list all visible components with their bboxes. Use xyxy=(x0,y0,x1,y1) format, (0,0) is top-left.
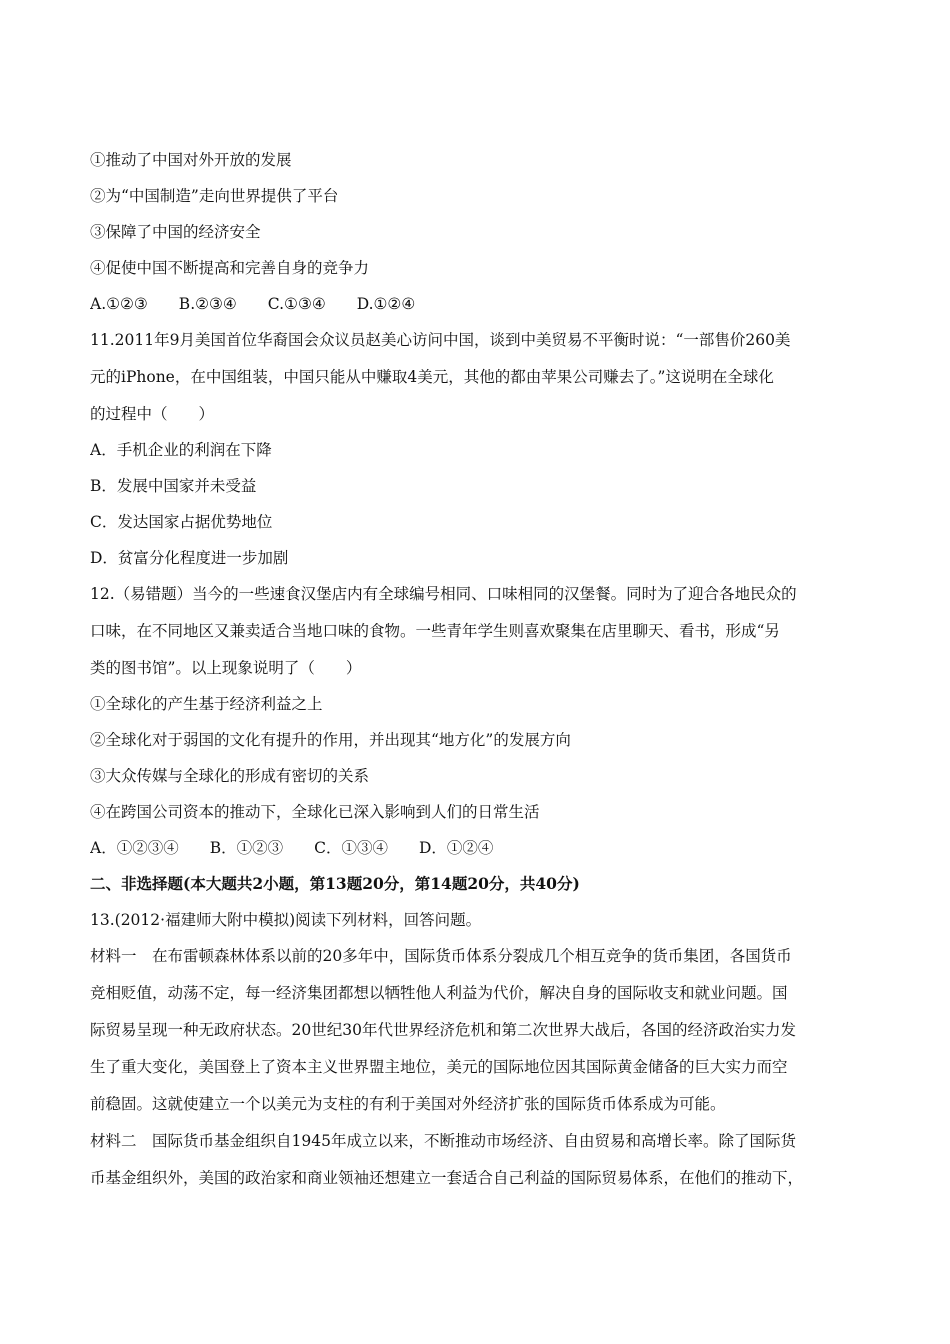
material-2-line-2: 币基金组织外，美国的政治家和商业领袖还想建立一套适合自己利益的国际贸易体系，在他们的推动下， xyxy=(90,1169,804,1187)
question-12-option-4: ④在跨国公司资本的推动下，全球化已深入影响到人们的日常生活 xyxy=(90,803,540,821)
material-1-line-4: 生了重大变化，美国登上了资本主义世界盟主地位，美元的国际地位因其国际黄金储备的巨大实力而空 xyxy=(90,1058,788,1076)
question-12-option-2: ②全球化对于弱国的文化有提升的作用，并出现其“地方化”的发展方向 xyxy=(90,731,571,749)
question-12-line-2: 口味，在不同地区又兼卖适合当地口味的食物。一些青年学生则喜欢聚集在店里聊天、看书，形成“另 xyxy=(90,622,780,640)
question-11-line-2: 元的iPhone，在中国组装，中国只能从中赚取4美元，其他的都由苹果公司赚去了。”这说明在全球化 xyxy=(90,368,774,386)
material-2-line-1: 材料二 国际货币基金组织自1945年成立以来，不断推动市场经济、自由贸易和高增长率。除了国际货 xyxy=(90,1132,796,1150)
question-11-line-3: 的过程中（ ） xyxy=(90,405,215,423)
answer-choices-q10: A.①②③ B.②③④ C.①③④ D.①②④ xyxy=(90,295,416,313)
material-1-line-2: 竞相贬值，动荡不定，每一经济集团都想以牺牲他人利益为代价，解决自身的国际收支和就业问题。国 xyxy=(90,984,788,1002)
option-line-3: ③保障了中国的经济安全 xyxy=(90,223,261,241)
question-11-choice-b: B．发展中国家并未受益 xyxy=(90,477,257,495)
material-1-line-3: 际贸易呈现一种无政府状态。20世纪30年代世界经济危机和第二次世界大战后，各国的经济政治实力发 xyxy=(90,1021,796,1039)
answer-choices-q12: A．①②③④ B．①②③ C．①③④ D．①②④ xyxy=(90,839,494,857)
question-13-title: 13.(2012·福建师大附中模拟)阅读下列材料，回答问题。 xyxy=(90,911,482,929)
question-11-line-1: 11.2011年9月美国首位华裔国会众议员赵美心访问中国，谈到中美贸易不平衡时说：“一部售价260美 xyxy=(90,331,791,349)
option-line-4: ④促使中国不断提高和完善自身的竞争力 xyxy=(90,259,370,277)
section-heading-non-choice: 二、非选择题(本大题共2小题，第13题20分，第14题20分，共40分) xyxy=(90,874,580,893)
material-1-line-5: 前稳固。这就使建立一个以美元为支柱的有利于美国对外经济扩张的国际货币体系成为可能。 xyxy=(90,1095,726,1113)
question-12-line-1: 12.（易错题）当今的一些速食汉堡店内有全球编号相同、口味相同的汉堡餐。同时为了迎合各地民众的 xyxy=(90,585,797,603)
question-11-choice-c: C．发达国家占据优势地位 xyxy=(90,513,273,531)
document-body xyxy=(90,142,860,1197)
question-12-option-1: ①全球化的产生基于经济利益之上 xyxy=(90,695,323,713)
option-line-2: ②为“中国制造”走向世界提供了平台 xyxy=(90,187,339,205)
question-12-line-3: 类的图书馆”。以上现象说明了（ ） xyxy=(90,659,362,677)
question-11-choice-a: A．手机企业的利润在下降 xyxy=(90,441,272,459)
option-line-1: ①推动了中国对外开放的发展 xyxy=(90,151,292,169)
question-11-choice-d: D．贫富分化程度进一步加剧 xyxy=(90,549,289,567)
question-12-option-3: ③大众传媒与全球化的形成有密切的关系 xyxy=(90,767,370,785)
material-1-line-1: 材料一 在布雷顿森林体系以前的20多年中，国际货币体系分裂成几个相互竞争的货币集团，各国货币 xyxy=(90,947,792,965)
